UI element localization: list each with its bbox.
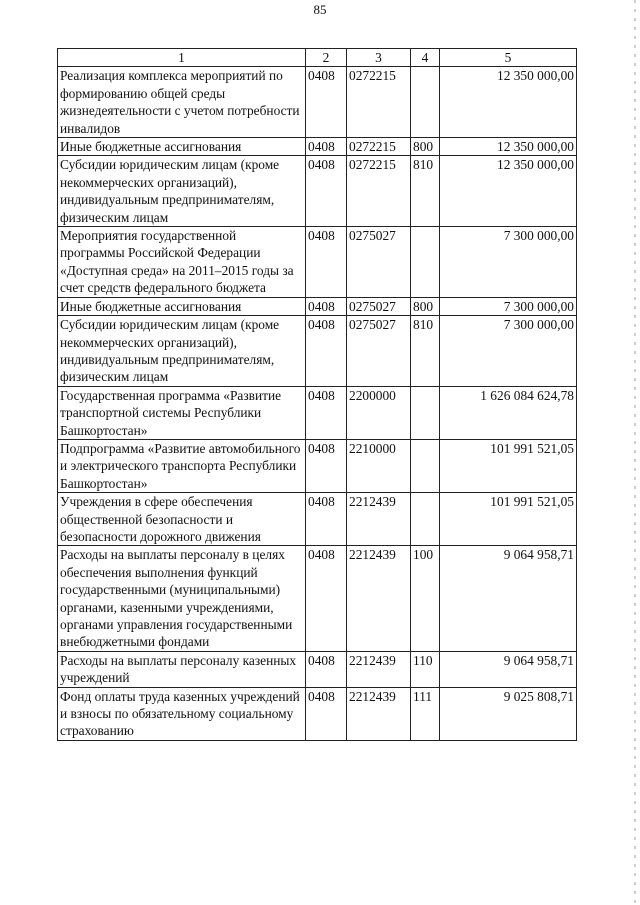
- row-name-cell: Государственная программа «Развитие транспортной системы Республики Башкортостан»: [58, 386, 306, 439]
- table-row: [58, 138, 577, 156]
- row-type-cell: 800: [411, 297, 440, 315]
- page-number: 85: [313, 2, 327, 17]
- row-amount-cell: 12 350 000,00: [440, 67, 577, 138]
- row-article-cell: 2212439: [347, 493, 411, 546]
- row-name-cell: Мероприятия государственной программы Российской Федерации «Доступная среда» на 2011–2015 годы за счет средств федерального бюджета: [58, 227, 306, 298]
- table-row: [58, 227, 577, 298]
- table-row: [58, 546, 577, 651]
- row-amount-cell: 101 991 521,05: [440, 439, 577, 492]
- row-article-cell: 0272215: [347, 67, 411, 138]
- table-row: [58, 651, 577, 687]
- row-article-cell: 0275027: [347, 297, 411, 315]
- row-article-cell: 2212439: [347, 651, 411, 687]
- row-amount-cell: 12 350 000,00: [440, 156, 577, 227]
- table-row: [58, 156, 577, 227]
- table-row: [58, 493, 577, 546]
- row-amount-cell: 101 991 521,05: [440, 493, 577, 546]
- row-amount-cell: 12 350 000,00: [440, 138, 577, 156]
- row-section-cell: 0408: [306, 316, 347, 387]
- scan-edge-mark: [634, 0, 636, 905]
- row-name-cell: Расходы на выплаты персоналу казенных учреждений: [58, 651, 306, 687]
- row-article-cell: 2210000: [347, 439, 411, 492]
- header-type-column: 4: [411, 49, 440, 67]
- table-header-row: [58, 49, 577, 67]
- row-type-cell: 111: [411, 687, 440, 740]
- row-section-cell: 0408: [306, 546, 347, 651]
- row-name-cell: Субсидии юридическим лицам (кроме некоммерческих организаций), индивидуальным предпринимателям, физическим лицам: [58, 156, 306, 227]
- row-section-cell: 0408: [306, 386, 347, 439]
- row-article-cell: 0275027: [347, 316, 411, 387]
- row-section-cell: 0408: [306, 156, 347, 227]
- row-article-cell: 0272215: [347, 156, 411, 227]
- row-amount-cell: 7 300 000,00: [440, 227, 577, 298]
- row-section-cell: 0408: [306, 493, 347, 546]
- row-section-cell: 0408: [306, 297, 347, 315]
- table-row: [58, 67, 577, 138]
- table-row: [58, 386, 577, 439]
- row-type-cell: 800: [411, 138, 440, 156]
- row-amount-cell: 9 064 958,71: [440, 651, 577, 687]
- row-name-cell: Подпрограмма «Развитие автомобильного и электрического транспорта Республики Башкортостан»: [58, 439, 306, 492]
- row-name-cell: Иные бюджетные ассигнования: [58, 138, 306, 156]
- table-row: [58, 439, 577, 492]
- row-name-cell: Фонд оплаты труда казенных учреждений и взносы по обязательному социальному страхованию: [58, 687, 306, 740]
- row-name-cell: Субсидии юридическим лицам (кроме некоммерческих организаций), индивидуальным предпринимателям, физическим лицам: [58, 316, 306, 387]
- row-article-cell: 2200000: [347, 386, 411, 439]
- table-row: [58, 297, 577, 315]
- row-section-cell: 0408: [306, 227, 347, 298]
- table-body: [58, 67, 577, 740]
- header-name-column: 1: [58, 49, 306, 67]
- header-section-column: 2: [306, 49, 347, 67]
- row-section-cell: 0408: [306, 439, 347, 492]
- row-section-cell: 0408: [306, 138, 347, 156]
- header-article-column: 3: [347, 49, 411, 67]
- row-section-cell: 0408: [306, 67, 347, 138]
- budget-table: [57, 48, 577, 741]
- row-article-cell: 0272215: [347, 138, 411, 156]
- table-row: [58, 316, 577, 387]
- row-type-cell: [411, 227, 440, 298]
- table-row: [58, 687, 577, 740]
- row-section-cell: 0408: [306, 687, 347, 740]
- row-section-cell: 0408: [306, 651, 347, 687]
- row-article-cell: 0275027: [347, 227, 411, 298]
- row-amount-cell: 7 300 000,00: [440, 316, 577, 387]
- row-type-cell: 810: [411, 316, 440, 387]
- row-type-cell: 110: [411, 651, 440, 687]
- row-name-cell: Иные бюджетные ассигнования: [58, 297, 306, 315]
- row-type-cell: [411, 386, 440, 439]
- row-type-cell: [411, 493, 440, 546]
- row-name-cell: Учреждения в сфере обеспечения общественной безопасности и безопасности дорожного движения: [58, 493, 306, 546]
- row-amount-cell: 1 626 084 624,78: [440, 386, 577, 439]
- row-type-cell: 810: [411, 156, 440, 227]
- row-type-cell: [411, 67, 440, 138]
- row-amount-cell: 7 300 000,00: [440, 297, 577, 315]
- row-type-cell: [411, 439, 440, 492]
- row-article-cell: 2212439: [347, 546, 411, 651]
- row-amount-cell: 9 025 808,71: [440, 687, 577, 740]
- header-amount-column: 5: [440, 49, 577, 67]
- row-type-cell: 100: [411, 546, 440, 651]
- row-article-cell: 2212439: [347, 687, 411, 740]
- row-amount-cell: 9 064 958,71: [440, 546, 577, 651]
- row-name-cell: Реализация комплекса мероприятий по формированию общей среды жизнедеятельности с учетом потребности инвалидов: [58, 67, 306, 138]
- row-name-cell: Расходы на выплаты персоналу в целях обеспечения выполнения функций государственными (муниципальными) органами, казенными учреждениями, органами управления государственными внебюджетными фондами: [58, 546, 306, 651]
